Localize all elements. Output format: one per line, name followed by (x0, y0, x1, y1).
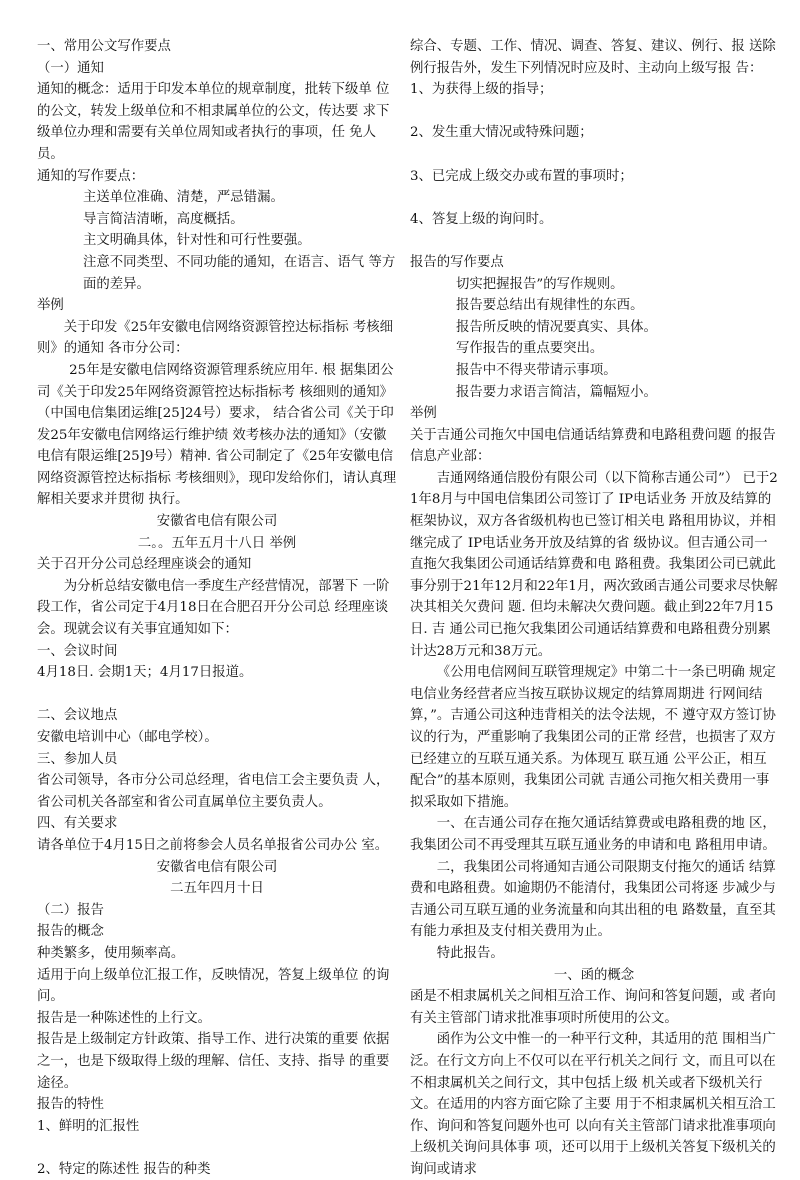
paragraph: 请各单位于4月15日之前将参会人员名单报省公司办公 室。 (37, 837, 389, 853)
list-item: 主文明确具体，针对性和可行性要强。 (83, 233, 311, 249)
list-item: 报告要力求语言简洁，篇幅短小。 (456, 384, 657, 400)
closing: 特此报告。 (436, 945, 504, 961)
list-item: 三、参加人员 (37, 751, 118, 767)
paragraph: 报告的概念 (37, 924, 104, 940)
list-item: 1、为获得上级的指导； (410, 82, 553, 98)
paragraph: 报告是一种陈述性的上行文。 (37, 1010, 212, 1026)
paragraph: 《公用电信网间互联管理规定》中第二十一条已明确 规定电信业务经营者应当按互联协议规定的结算周期进 行网间结算，”。吉通公司这种违背相关的法令法规，不 遵守双方签订协议的行为，严重影响了我集团公司的正常 经营，也损害了双方已经建立的互联互通关系。为体现互 联互通 公平公正，相互配合”的基本原则，我集团公司就 吉通公司拖欠相关费用一事拟采取如下措施。 (410, 665, 776, 810)
paragraph: 报告是上级制定方针政策、指导工作、进行决策的重要 依据之一，也是下级取得上级的理解、信任、支持、指导 的重要途径。 (37, 1032, 390, 1091)
subsection-heading: （二）报告 (37, 902, 104, 918)
list-item: 写作报告的重点要突出。 (456, 341, 604, 357)
report-title: 关于吉通公司拖欠中国电信通话结算费和电路租费问题 的报告信息产业部： (410, 427, 776, 465)
list-item: 切实把握报告”的写作规则。 (456, 276, 624, 292)
left-column (37, 36, 397, 1180)
list-item: 3、已完成上级交办或布置的事项时； (410, 168, 633, 184)
list-item: 报告所反映的情况要真实、具体。 (456, 319, 657, 335)
notice-title: 关于召开分公司总经理座谈会的通知 (37, 557, 252, 573)
list-item: 4、答复上级的询问时。 (410, 211, 553, 227)
paragraph: 25年是安徽电信网络资源管理系统应用年. 根 据集团公司《关于印发25年网络资源管控达标指标考 核细则的通知》（中国电信集团运维[25]24号）要求， 结合省公司《关于印发25年安徽电信网络运行维护绩 效考核办法的通知》（安徽电信有限运维[25]9号）精神. 省公司制定了《25年安徽电信网络资源管控达标指标 考核细则》，现印发给你们，请认真理解相关要求并贯彻 执行。 (37, 362, 397, 508)
paragraph: 综合、专题、工作、情况、调查、答复、建议、例行、报 送除例行报告外，发生下列情况时应及时、主动向上级写报 告： (410, 39, 776, 76)
signature: 安徽省电信有限公司 (156, 514, 278, 530)
paragraph: 报告的特性 (37, 1097, 104, 1113)
paragraph: 适用于向上级单位汇报工作，反映情况，答复上级单位 的询问。 (37, 967, 390, 1005)
list-item: 2、特定的陈述性 报告的种类 (37, 1161, 211, 1177)
paragraph: 一、在吉通公司存在拖欠通话结算费或电路租费的地 区，我集团公司不再受理其互联互通业务的申请和电 路租用申请。 (410, 816, 776, 853)
subsection-heading: （一）通知 (37, 60, 104, 76)
paragraph: 省公司领导，各市分公司总经理，省电信工会主要负责 人，省公司机关各部室和省公司直属单位主要负责人。 (37, 773, 390, 810)
list-item: 一、会议时间 (37, 643, 118, 659)
paragraph: 4月18日. 会期1天；4月17日报道。 (37, 665, 253, 681)
list-item: 导言简洁清晰，高度概括。 (83, 211, 244, 227)
paragraph: 通知的写作要点： (37, 168, 145, 184)
right-column (410, 36, 778, 1180)
list-item: 注意不同类型、不同功能的通知，在语言、语气 等方面的差异。 (83, 254, 396, 292)
list-item: 二、会议地点 (37, 708, 118, 724)
paragraph: 安徽电培训中心（邮电学校）。 (37, 730, 218, 745)
paragraph: 为分析总结安徽电信一季度生产经营情况，部署下 一阶段工作，省公司定于4月18日在合肥召开分公司总 经理座谈会。现就会议有关事宜通知如下： (37, 578, 390, 638)
paragraph: 二，我集团公司将通知吉通公司限期支付拖欠的通话 结算费和电路租费。如逾期仍不能清付，我集团公司将逐 步减少与吉通公司互联互通的业务流量和向其出租的电 路数量，直至其有能力承担及支付相关费用为止。 (410, 859, 776, 940)
date-line: 二。。五年五月十八日 举例 (137, 535, 297, 551)
paragraph: 函是不相隶属机关之间相互洽工作、询问和答复问题，或 者向有关主管部门请求批准事项时所使用的公文。 (410, 989, 776, 1026)
section-heading: 一、函的概念 (553, 967, 635, 983)
paragraph: 通知的概念：适用于印发本单位的规章制度，批转下级单 位的公文，转发上级单位和不相隶属单位的公文，传达要 求下级单位办理和需要有关单位周知或者执行的事项，任 免人员。 (37, 82, 390, 162)
paragraph: 函作为公文中惟一的一种平行文种，其适用的范 围相当广泛。在行文方向上不仅可以在平行机关之间行 文，而且可以在不相隶属机关之间行文，其中包括上级 机关或者下级机关行文。在适用的内容方面它除了主要 用于不相隶属机关相互洽工作、询问和答复问题外也可 以向有关主管部门请求批准事项向上级机关询问具体事 项，还可以用于上级机关答复下级机关的询问或请求 (410, 1032, 776, 1177)
paragraph: 吉通网络通信股份有限公司（以下简称吉通公司”） 已于21年8月与中国电信集团公司签订了 IP电话业务 开放及结算的框架协议，双方各省级机构也已签订相关电 路租用协议，并相继完成了 IP电话业务开放及结算的省 级协议。但吉通公司一直拖欠我集团公司通话结算费和电 路租费。我集团公司已就此事分别于21年12月和22年1月，两次致函吉通公司要求尽快解决其相关欠费问 题. 但均未解决欠费问题。截止到22年7月15日. 吉 通公司已拖欠我集团公司通话结算费和电路租费分别累 计达28万元和38万元。 (410, 470, 778, 659)
list-item: 1、鲜明的汇报性 (37, 1118, 140, 1134)
paragraph: 关于印发《25年安徽电信网络资源管控达标指标 考核细则》的通知 各市分公司： (37, 319, 394, 357)
subsection-heading: 报告的写作要点 (410, 254, 504, 270)
paragraph: 种类繁多，使用频率高。 (37, 945, 185, 961)
example-label: 举例 (410, 406, 437, 422)
example-label: 举例 (37, 298, 64, 314)
list-item: 报告要总结出有规律性的东西。 (456, 298, 644, 314)
list-item: 四、有关要求 (37, 816, 118, 832)
list-item: 2、发生重大情况或特殊问题； (410, 125, 593, 141)
section-heading: 一、常用公文写作要点 (37, 39, 171, 54)
list-item: 报告中不得夹带请示事项。 (456, 362, 617, 378)
list-item: 主送单位准确、清楚，严忌错漏。 (83, 190, 284, 206)
date-line: 二五年四月十日 (170, 881, 264, 897)
signature: 安徽省电信有限公司 (156, 859, 278, 875)
